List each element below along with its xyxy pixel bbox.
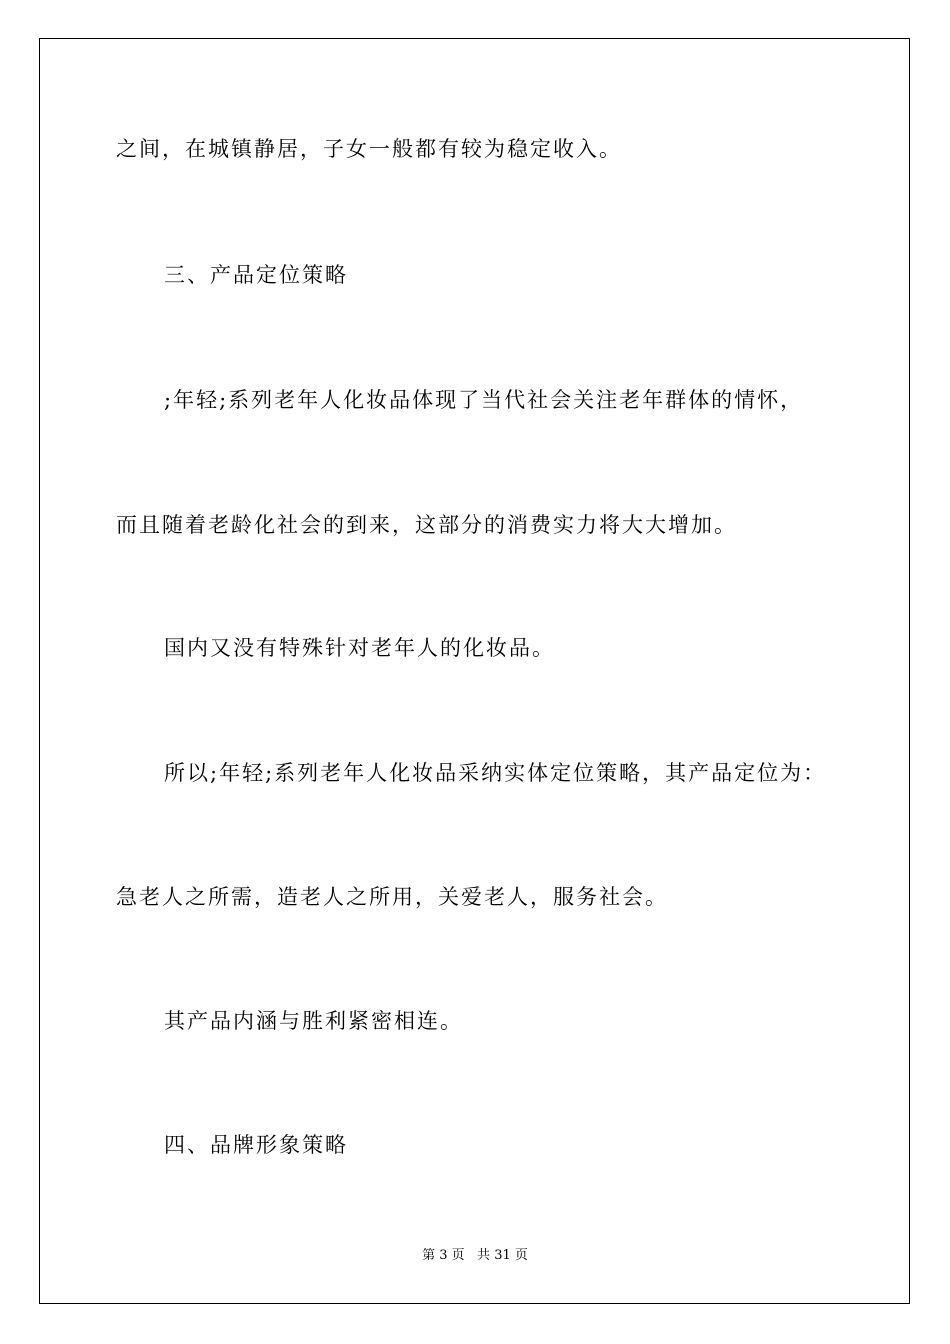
body-text-line: 所以;年轻;系列老年人化妆品采纳实体定位策略，其产品定位为： — [164, 761, 827, 785]
body-text-line: ;年轻;系列老年人化妆品体现了当代社会关注老年群体的情怀， — [164, 388, 804, 412]
section-heading: 四、品牌形象策略 — [164, 1133, 348, 1157]
body-text-line: 国内又没有特殊针对老年人的化妆品。 — [164, 636, 555, 660]
body-text-line: 其产品内涵与胜利紧密相连。 — [164, 1009, 463, 1033]
body-text-line: 而且随着老龄化社会的到来，这部分的消费实力将大大增加。 — [116, 513, 737, 537]
page-border — [39, 38, 910, 1304]
section-heading: 三、产品定位策略 — [164, 263, 348, 287]
body-text-line: 急老人之所需，造老人之所用，关爱老人，服务社会。 — [116, 885, 668, 909]
body-text-line: 之间，在城镇静居，子女一般都有较为稳定收入。 — [116, 137, 622, 161]
page-number-footer: 第 3 页 共 31 页 — [422, 1248, 528, 1263]
